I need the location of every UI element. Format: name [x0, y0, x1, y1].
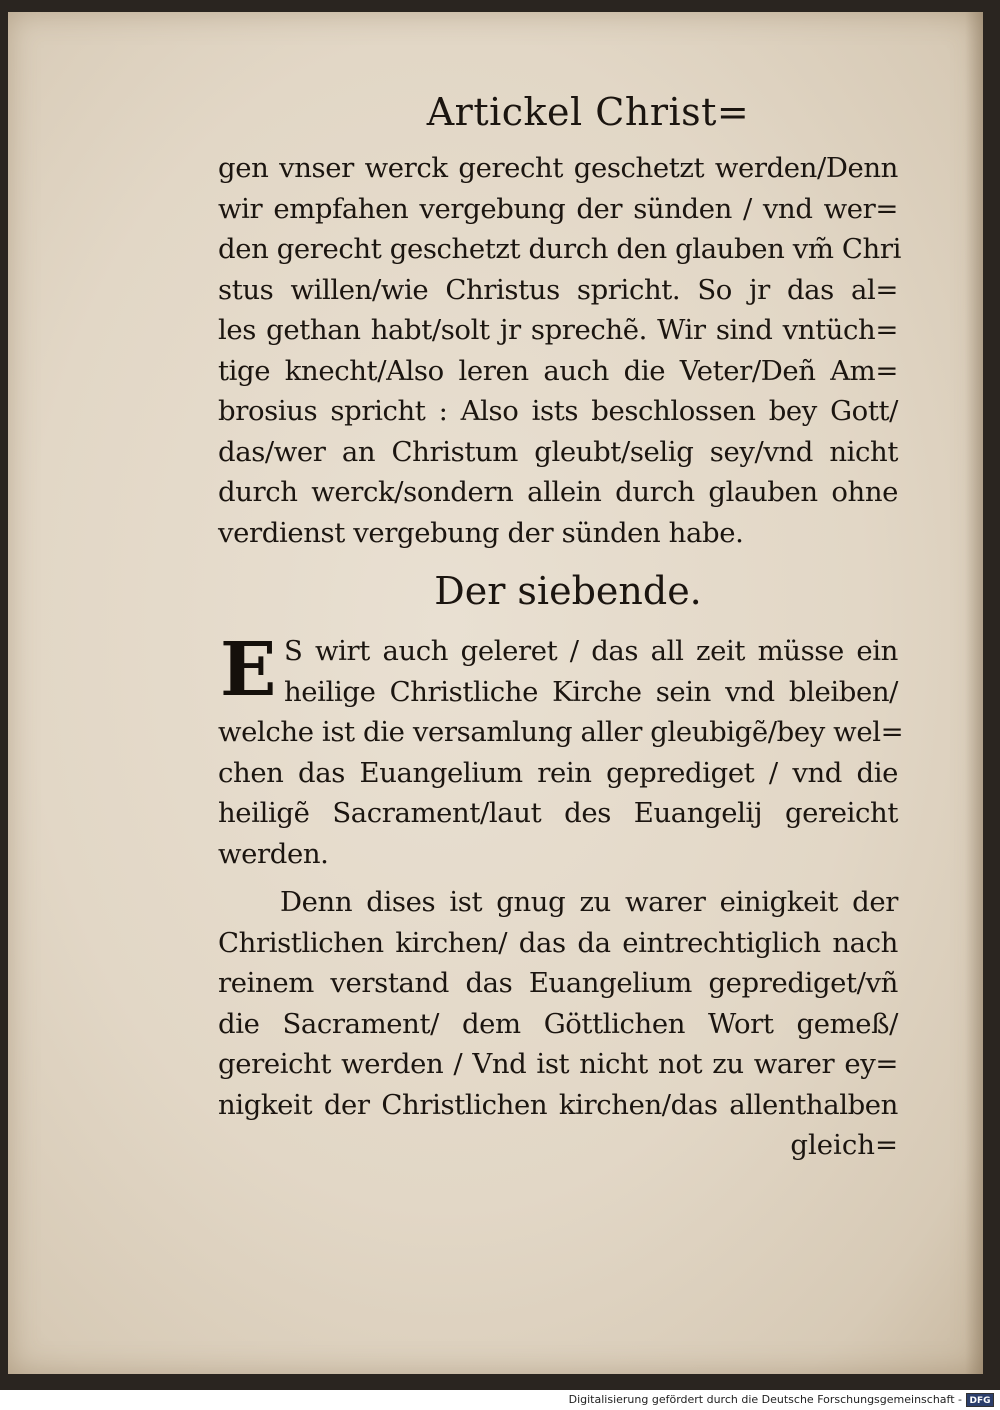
text-line: die Sacrament/ dem Göttlichen Wort gemeß/ [218, 1007, 898, 1040]
page-edge-shadow [965, 12, 983, 1374]
paragraph-article-six-continuation [218, 148, 901, 553]
text-line: verdienst vergebung der sünden habe. [218, 516, 744, 549]
text-line: les gethan habt/solt jr sprechẽ. Wir sind vntüch= [218, 314, 898, 346]
drop-cap-initial: E [220, 627, 277, 713]
text-line: durch werck/sondern allein durch glauben ohne [218, 476, 898, 508]
page-text-block [218, 90, 904, 1166]
dfg-logo-icon: DFG [966, 1393, 994, 1407]
section-heading: Der siebende. [434, 569, 702, 613]
text-line: Denn dises ist gnug zu warer einigkeit der [280, 886, 898, 918]
text-line: heilige Christliche Kirche sein vnd bleiben/ [284, 675, 898, 708]
text-line: chen das Euangelium rein geprediget / vnd die [218, 756, 898, 789]
text-line: Christlichen kirchen/ das da eintrechtiglich nach [218, 926, 898, 959]
text-line: welche ist die versamlung aller gleubigẽ/bey wel= [218, 716, 904, 748]
text-line: heiligẽ Sacrament/laut des Euangelij gereicht [218, 797, 898, 829]
paragraph-article-seven [218, 627, 904, 874]
text-line: wir empfahen vergebung der sünden / vnd wer= [218, 192, 898, 225]
funding-credit: Digitalisierung gefördert durch die Deutsche Forschungsgemeinschaft - [568, 1393, 962, 1406]
text-line: S wirt auch geleret / das all zeit müsse ein [284, 635, 898, 667]
text-line: reinem verstand das Euangelium geprediget/vñ [218, 967, 898, 999]
paragraph-unity-of-church [218, 882, 898, 1125]
text-line: tige knecht/Also leren auch die Veter/Deñ Am= [218, 354, 898, 387]
running-head: Artickel Christ= [426, 90, 750, 134]
text-line: gereicht werden / Vnd ist nicht not zu warer ey= [218, 1048, 898, 1080]
text-line: stus willen/wie Christus spricht. So jr das al= [218, 273, 898, 306]
text-line: brosius spricht : Also ists beschlossen bey Gott/ [218, 395, 898, 427]
text-line: das/wer an Christum gleubt/selig sey/vnd nicht [218, 435, 898, 468]
digitization-footer [0, 1390, 1000, 1410]
catchword: gleich= [790, 1129, 898, 1161]
text-line: gen vnser werck gerecht geschetzt werden/Denn [218, 152, 898, 184]
text-line: den gerecht geschetzt durch den glauben vm̃ Chri [218, 233, 901, 265]
book-page [8, 12, 983, 1374]
text-line: werden. [218, 837, 329, 870]
text-line: nigkeit der Christlichen kirchen/das allenthalben [218, 1088, 898, 1121]
